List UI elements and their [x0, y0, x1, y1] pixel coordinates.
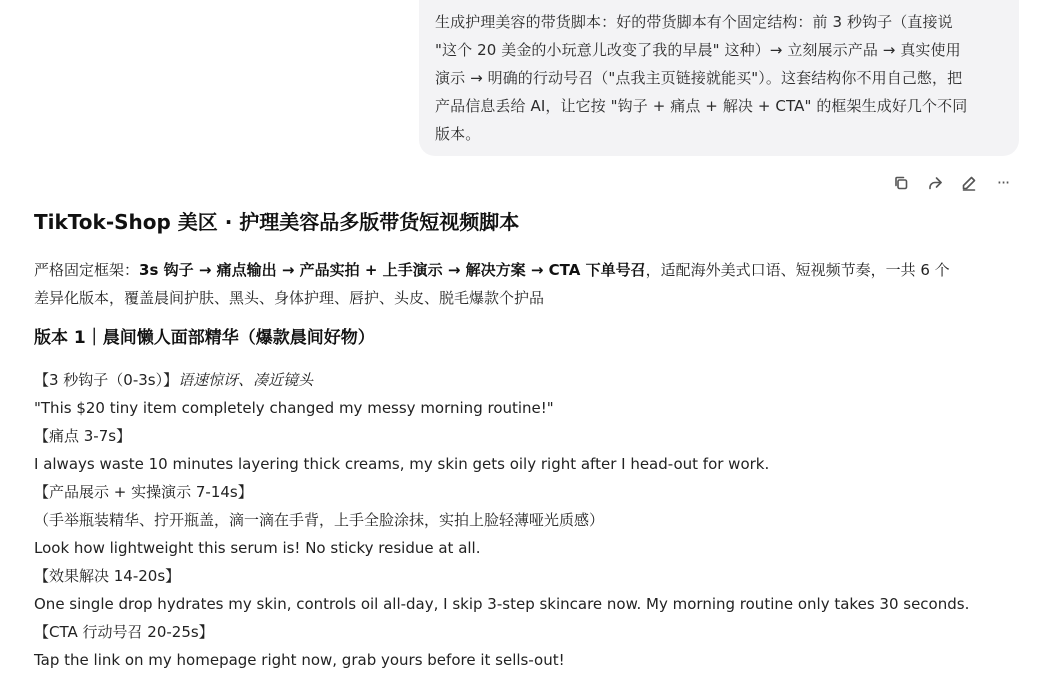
cta-line: Tap the link on my homepage right now, grab yours before it sells-out!: [34, 651, 565, 669]
copy-icon: [893, 175, 909, 191]
intro-line-1: [34, 256, 1019, 284]
answer-intro: [34, 256, 1019, 312]
pain-line: I always waste 10 minutes layering thick creams, my skin gets oily right after I head-out for work.: [34, 455, 770, 473]
copy-button[interactable]: [890, 172, 912, 194]
hook-line: "This $20 tiny item completely changed my messy morning routine!": [34, 399, 554, 417]
assistant-answer: [34, 206, 1019, 674]
intro-prefix: 严格固定框架：: [34, 261, 140, 279]
solve-line: One single drop hydrates my skin, controls oil all-day, I skip 3-step skincare now. My morning routine only takes 30 seconds.: [34, 595, 970, 613]
edit-button[interactable]: [958, 172, 980, 194]
intro-framework: 3s 钩子 → 痛点输出 → 产品实拍 + 上手演示 → 解决方案 → CTA 下单号召: [139, 261, 646, 279]
more-icon: ···: [996, 173, 1010, 192]
pain-label: 【痛点 3-7s】: [34, 427, 132, 445]
version-1-script: [34, 366, 1019, 674]
share-button[interactable]: [924, 172, 946, 194]
hook-note: 语速惊讶、凑近镜头: [178, 371, 314, 389]
hook-label-line: [34, 366, 1019, 394]
answer-title: TikTok-Shop 美区 · 护理美容品多版带货短视频脚本: [34, 210, 520, 234]
intro-line-2: 差异化版本，覆盖晨间护肤、黑头、身体护理、唇护、头皮、脱毛爆款个护品: [34, 289, 545, 307]
user-message-line: 版本。: [435, 125, 481, 143]
hook-label: 【3 秒钩子（0-3s）】: [34, 371, 179, 389]
intro-suffix: ，适配海外美式口语、短视频节奏，一共 6 个: [645, 261, 950, 279]
version-1-title: 版本 1｜晨间懒人面部精华（爆款晨间好物）: [34, 328, 375, 348]
cta-label: 【CTA 行动号召 20-25s】: [34, 623, 214, 641]
user-message-line: 生成护理美容的带货脚本：好的带货脚本有个固定结构：前 3 秒钩子（直接说: [435, 13, 953, 31]
edit-icon: [961, 175, 977, 191]
user-message-line: 产品信息丢给 AI，让它按 "钩子 + 痛点 + 解决 + CTA" 的框架生成好几个不同: [435, 97, 968, 115]
demo-line: Look how lightweight this serum is! No sticky residue at all.: [34, 539, 481, 557]
more-button[interactable]: [992, 172, 1014, 194]
user-message-bubble: [419, 0, 1019, 156]
user-message-line: 演示 → 明确的行动号召（"点我主页链接就能买"）。这套结构你不用自己憋，把: [435, 69, 963, 87]
solve-label: 【效果解决 14-20s】: [34, 567, 181, 585]
demo-label: 【产品展示 + 实操演示 7-14s】: [34, 483, 253, 501]
demo-note: （手举瓶装精华、拧开瓶盖，滴一滴在手背，上手全脸涂抹，实拍上脸轻薄哑光质感）: [34, 511, 605, 529]
share-icon: [927, 175, 943, 191]
message-actions: [890, 172, 1014, 194]
user-message-line: "这个 20 美金的小玩意儿改变了我的早晨" 这种）→ 立刻展示产品 → 真实使用: [435, 41, 961, 59]
